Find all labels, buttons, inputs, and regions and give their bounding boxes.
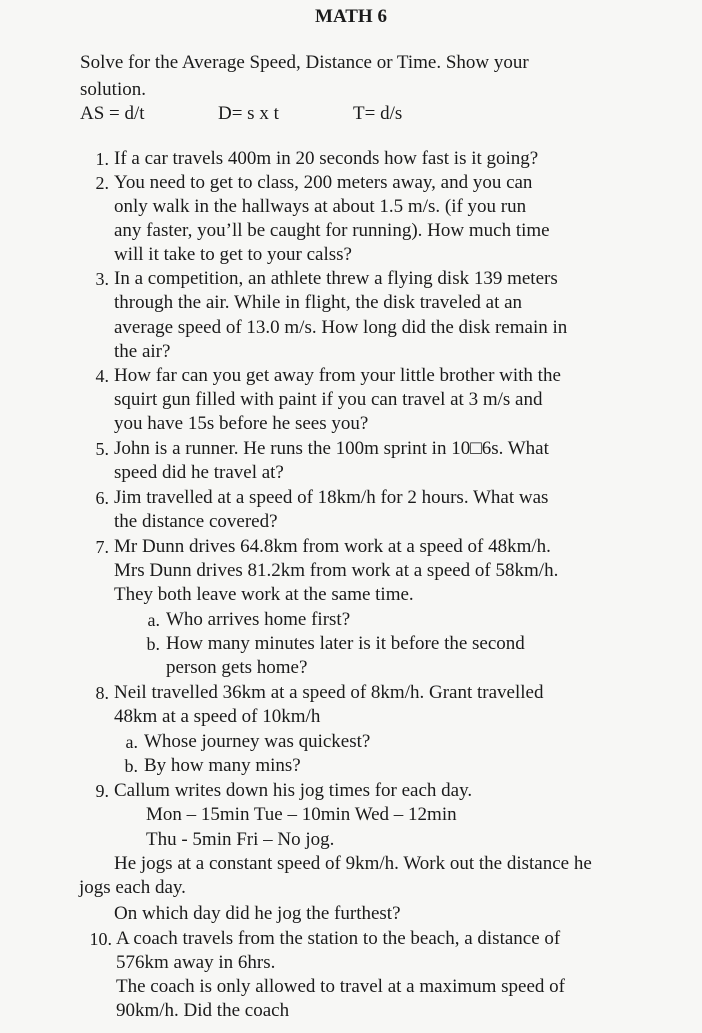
question-text: squirt gun filled with paint if you can travel at 3 m/s and xyxy=(114,389,543,410)
question-text: How far can you get away from your little brother with the xyxy=(114,365,561,386)
question-text: only walk in the hallways at about 1.5 m/s. (if you run xyxy=(114,196,527,217)
question-number: 2. xyxy=(95,173,109,193)
subquestion-text: Who arrives home first? xyxy=(166,609,351,630)
question-text: speed did he travel at? xyxy=(114,462,284,483)
formula-average-speed: AS = d/t xyxy=(80,103,145,124)
subquestion-text: By how many mins? xyxy=(144,755,301,776)
subquestion-letter: b. xyxy=(124,756,138,776)
question-number: 10. xyxy=(89,929,112,949)
subquestion-text: Whose journey was quickest? xyxy=(144,731,371,752)
question-number: 8. xyxy=(95,683,109,703)
question-text: On which day did he jog the furthest? xyxy=(114,903,401,924)
question-text: 90km/h. Did the coach xyxy=(116,1000,290,1021)
question-text: In a competition, an athlete threw a flying disk 139 meters xyxy=(114,268,558,289)
question-text: 576km away in 6hrs. xyxy=(116,952,276,973)
question-text: Jim travelled at a speed of 18km/h for 2 hours. What was xyxy=(114,487,549,508)
question-text: Mrs Dunn drives 81.2km from work at a speed of 58km/h. xyxy=(114,560,559,581)
question-number: 5. xyxy=(95,439,109,459)
question-text: average speed of 13.0 m/s. How long did the disk remain in xyxy=(114,317,568,338)
jog-schedule-line: Mon – 15min Tue – 10min Wed – 12min xyxy=(146,804,457,825)
question-number: 7. xyxy=(95,537,109,557)
question-text: any faster, you’ll be caught for running). How much time xyxy=(114,220,550,241)
question-text: 48km at a speed of 10km/h xyxy=(114,706,321,727)
question-text: the distance covered? xyxy=(114,511,278,532)
question-text: through the air. While in flight, the disk traveled at an xyxy=(114,292,523,313)
question-text: will it take to get to your calss? xyxy=(114,244,352,265)
subquestion-letter: a. xyxy=(147,610,160,630)
question-number: 6. xyxy=(95,488,109,508)
question-text: Mr Dunn drives 64.8km from work at a speed of 48km/h. xyxy=(114,536,551,557)
question-text: you have 15s before he sees you? xyxy=(114,413,369,434)
question-text: Neil travelled 36km at a speed of 8km/h. Grant travelled xyxy=(114,682,544,703)
question-text: Callum writes down his jog times for each day. xyxy=(114,780,473,801)
question-text: the air? xyxy=(114,341,171,362)
question-number: 9. xyxy=(95,781,109,801)
question-number: 4. xyxy=(95,366,109,386)
subquestion-letter: a. xyxy=(125,732,138,752)
subquestion-letter: b. xyxy=(146,634,160,654)
question-number: 3. xyxy=(95,269,109,289)
question-text: You need to get to class, 200 meters away, and you can xyxy=(114,172,533,193)
question-text: He jogs at a constant speed of 9km/h. Work out the distance he xyxy=(114,853,592,874)
question-text: The coach is only allowed to travel at a maximum speed of xyxy=(116,976,565,997)
question-text: If a car travels 400m in 20 seconds how fast is it going? xyxy=(114,148,539,169)
instructions-line: solution. xyxy=(80,79,146,100)
subquestion-text: How many minutes later is it before the second xyxy=(166,633,525,654)
instructions-line: Solve for the Average Speed, Distance or Time. Show your xyxy=(80,52,529,73)
formula-time: T= d/s xyxy=(353,103,403,124)
question-number: 1. xyxy=(95,149,109,169)
formula-distance: D= s x t xyxy=(218,103,279,124)
jog-schedule-line: Thu - 5min Fri – No jog. xyxy=(146,829,335,850)
question-text: A coach travels from the station to the beach, a distance of xyxy=(116,928,561,949)
question-text: jogs each day. xyxy=(79,877,186,898)
question-text: John is a runner. He runs the 100m sprint in 10□6s. What xyxy=(114,438,549,459)
question-text: They both leave work at the same time. xyxy=(114,584,414,605)
subquestion-text: person gets home? xyxy=(166,657,308,678)
page-title: MATH 6 xyxy=(315,6,387,27)
